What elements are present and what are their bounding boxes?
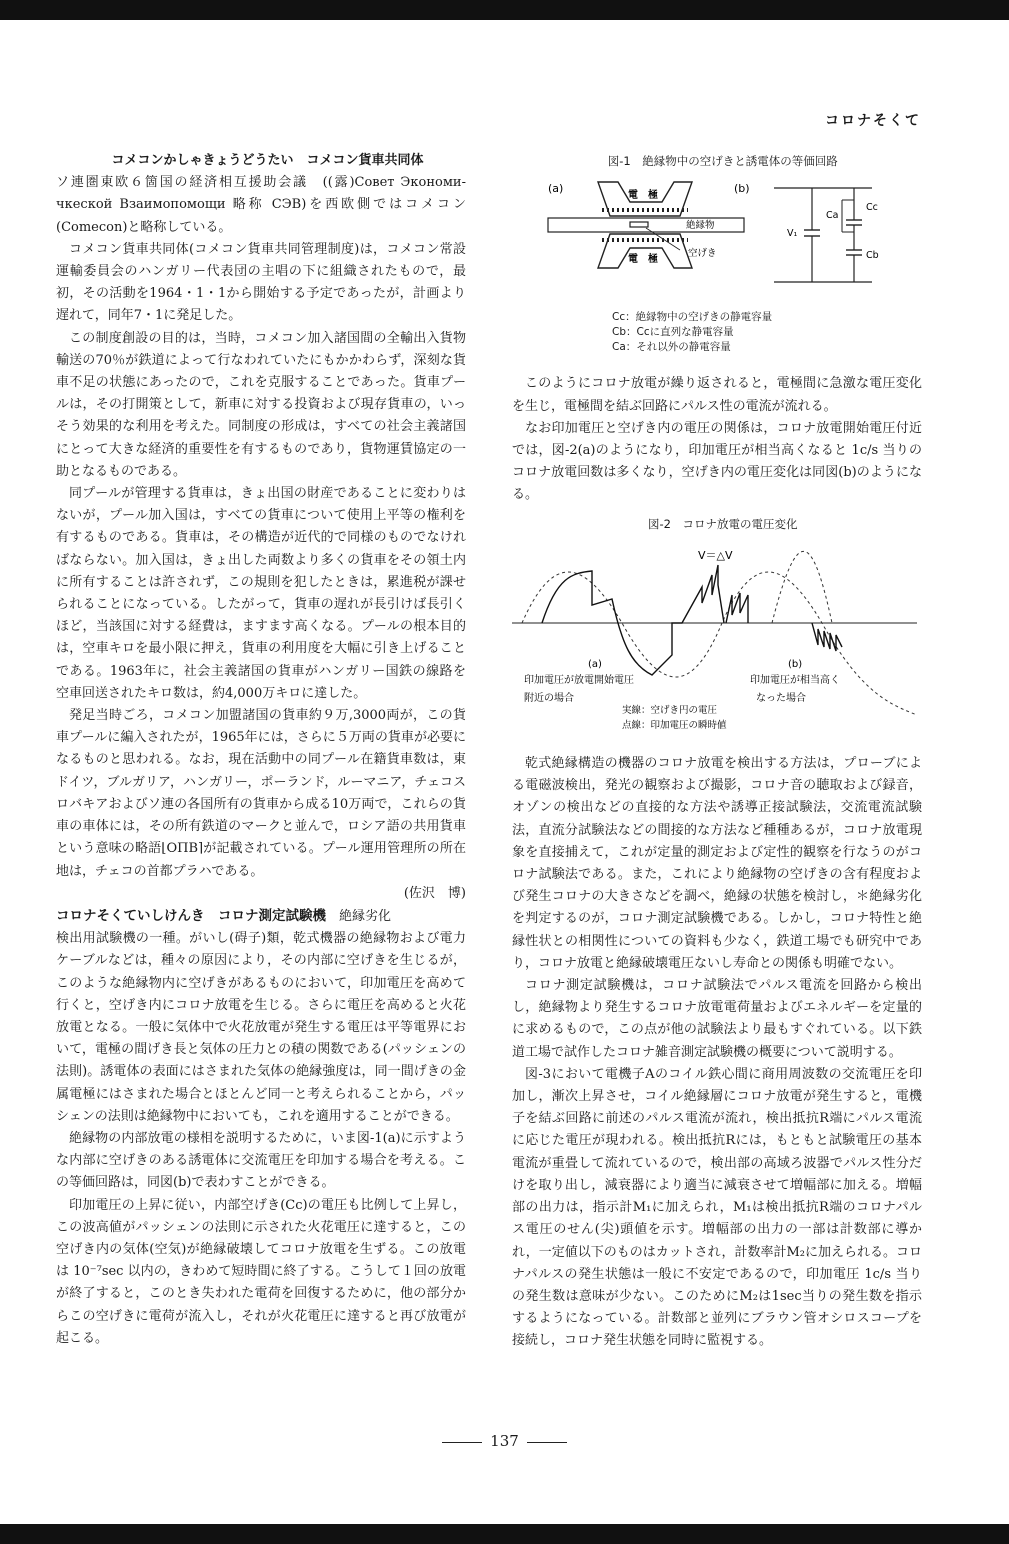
cc-label: Cc — [866, 202, 878, 214]
applied-voltage-curve-b — [772, 551, 832, 623]
paragraph: ソ連圏東欧６箇国の経済相互援助会議 ((露)Совет Экономи-чкеской Взаимопомощи 略称 СЭВ)を西欧側ではコメコン(Comecon)と略称している。 — [56, 175, 466, 235]
page-number — [0, 1432, 1009, 1450]
legend-dotted: 点線：印加電圧の瞬時値 — [622, 719, 727, 731]
legend-solid: 実線：空げき円の電圧 — [622, 704, 718, 716]
figure-2-caption: 図-2 コロナ放電の電圧変化 — [648, 516, 798, 531]
figure-1-legend — [612, 310, 922, 355]
cb-label: Cb — [866, 250, 879, 262]
dash — [442, 1442, 482, 1443]
note-a-line2: 附近の場合 — [524, 692, 574, 704]
legend-item: Cc：絶縁物中の空げきの静電容量 — [612, 311, 773, 324]
paragraph: 同プールが管理する貨車は，きょ出国の財産であることに変わりはないが，プール加入国は，すべての貨車について使用上平等の権利を有するものである。貨車は，その構造が近代的で同様のものでなければならない。加入国は，きょ出した両数より多くの貨車をその領土内に所有することは許されず，この規則を犯したときは，累進税が課せられることになっている。したがって，貨車の遅れが長引けば長引くほど，当該国に対する経費は，ますます高くなる。プールの根本目的は，空車キロを最小限に押え，貨車の利用度を大幅に引き上げることである。1963年に，社会主義諸国の貨車がハンガリー国鉄の線路を空車回送されたキロ数は，約4,000万キロに達した。 — [56, 486, 466, 701]
fig2-label-b: (b) — [788, 658, 803, 670]
figure-2 — [512, 513, 922, 743]
legend-item: Cb：Ccに直列な静電容量 — [612, 326, 734, 339]
left-column — [56, 150, 466, 1350]
electrode-bottom-label: 電 極 — [628, 254, 658, 266]
fig1-label-a: (a) — [548, 182, 564, 196]
paragraph: 乾式絶縁構造の機器のコロナ放電を検出する方法は，プローブによる電磁波検出，発光の観察および撮影，コロナ音の聴取および録音，オゾンの検出などの直接的な方法や誘導正接試験法，交流電流試験法，直流分試験法などの間接的な方法など種種あるが，コロナ放電現象を直接捕えて，これが定量的測定および定性的観察を行なうのがコロナ試験法である。また，これにより絶縁物の空げきの含有程度および発生コロナの大きさなどを調べ，絶縁の状態を検討し，＊絶縁劣化を判定するのが，コロナ測定試験機である。しかし，コロナ特性と絶縁性状との相関性についての資料も少なく，鉄道工場でも研究中であり，コロナ放電と絶縁破壊電圧ないし寿命との関係も明確でない。 — [512, 756, 922, 971]
void-voltage-curve — [542, 565, 724, 675]
author-line — [56, 883, 466, 905]
void-leader — [646, 228, 680, 250]
insulator-label: 絶縁物 — [686, 220, 715, 232]
paragraph: 図-3において電機子Aのコイル鉄心間に商用周波数の交流電圧を印加し，漸次上昇させ，コイル絶縁層にコロナ放電が発生すると，電機子を結ぶ回路に前述のパルス電流が流れ，検出抵抗R端にパルス電流に応じた電圧が現われる。検出抵抗Rには，もともと試験電圧の基本電流が重畳して流れているので，検出部の高域ろ波器でパルス性分だけを取り出し，減衰器により適当に減衰させて増幅部に加える。増幅部の出力は，指示計M₁に加えられ，M₁は検出抵抗R端のコロナパルス電圧のせん(尖)頭値を示す。増幅部の出力の一部は計数部に導かれ，一定値以下のものはカットされ，計数率計M₂に加えられる。コロナパルスの発生状態は一般に不安定であるので，印加電圧 1c/s 当りの発生数は意味が少ない。このためにM₂は1sec当りの発生数を指示するようになっている。計数部と並列にブラウン管オシロスコープを接続し，コロナ発生状態を同時に監視する。 — [512, 1066, 922, 1349]
top-border-bar — [0, 0, 1009, 20]
entry-tag: 絶縁劣化 — [339, 908, 392, 924]
v1-label: V₁ — [787, 228, 798, 240]
author: (佐沢 博) — [403, 885, 466, 901]
paragraph: 印加電圧の上昇に従い，内部空げき(Cc)の電圧も比例して上昇し，この波高値がパッシェンの法則に示された火花電圧に達すると，この空げき内の気体(空気)が絶縁破壊してコロナ放電を生ずる。この放電は 10⁻⁷sec 以内の，きわめて短時間に終了する。こうして１回の放電が終了すると，このとき失われた電荷を回復するために，他の部分からこの空げきに電荷が流入し，それが火花電圧に達すると再び放電が起こる。 — [56, 1197, 466, 1346]
entry-heading-text: コロナそくていしけんき コロナ測定試験機 — [56, 907, 326, 924]
entry-heading-corona — [56, 905, 466, 928]
electrode-top-label: 電 極 — [628, 190, 658, 202]
void-voltage-pulses — [726, 593, 748, 623]
ca-label: Ca — [826, 210, 839, 222]
void-voltage-pulses-b — [812, 623, 842, 651]
void — [630, 222, 648, 227]
figure-1-caption: 図-1 絶縁物中の空げきと誘電体の等価回路 — [607, 154, 838, 168]
paragraph: なお印加電圧と空げき内の電圧の関係は，コロナ放電開始電圧付近では，図-2(a)のようになり，印加電圧が相当高くなると 1c/s 当りのコロナ放電回数は多くなり，空げき内の電圧変化は同図(b)のようになる。 — [512, 420, 922, 503]
dash — [527, 1442, 567, 1443]
void-label: 空げき — [688, 248, 717, 260]
entry-heading-comecon: コメコンかしゃきょうどうたい コメコン貨車共同体 — [111, 153, 424, 168]
note-b-line1: 印加電圧が相当高く — [750, 674, 840, 686]
fig2-label-a: (a) — [588, 658, 602, 670]
right-column — [512, 150, 922, 1353]
legend-item: Ca：それ以外の静電容量 — [612, 341, 731, 354]
paragraph: コロナ測定試験機は，コロナ試験法でパルス電流を回路から検出し，絶縁物より発生するコロナ放電電荷量およびエネルギーを定量的に求めるもので，この点が他の試験法より最もすぐれている。以下鉄道工場で試作したコロナ雑音測定試験機の概要について説明する。 — [512, 978, 922, 1060]
paragraph: この制度創設の目的は，当時，コメコン加入諸国間の全輸出入貨物輸送の70％が鉄道によって行なわれていたにもかかわらず，深刻な貨車不足の状態にあったので，これを克服することであった。貨車プールは，その打開策として，新車に対する投資および現存貨車の，いっそう効果的な利用を考えた。同制度の形成は，すべての社会主義諸国にとって大きな経済的重要性を有するものであり，貨物運賃協定の一助となるものである。 — [56, 330, 466, 479]
paragraph: このようにコロナ放電が繰り返されると，電極間に急激な電圧変化を生じ，電極間を結ぶ回路にパルス性の電流が流れる。 — [512, 376, 922, 414]
figure-1-diagram — [512, 172, 922, 302]
page-number-text: 137 — [490, 1432, 519, 1450]
bottom-border-bar — [0, 1524, 1009, 1544]
fig1-label-b: (b) — [734, 182, 750, 196]
paragraph: 検出用試験機の一種。がいし(碍子)類，乾式機器の絶縁物および電力ケーブルなどは，種々の原因により，その内部に空げきを生じるが，このような絶縁物内に空げきがあるものにおいて，印加電圧を高めて行くと，空げき内にコロナ放電を生じる。さらに電圧を高めると火花放電となる。一般に気体中で火花放電が発生する電圧は平等電界において，電極の間げき長と気体の圧力との積の関数である(パッシェンの法則)。誘電体の表面にはさまれた気体の絶縁強度は，同一間げきの金属電極にはさまれた場合とほとんど同一と考えられることから，パッシェンの法則は絶縁物中においても，これを適用することができる。 — [56, 931, 466, 1124]
figure-1 — [512, 150, 922, 355]
note-a-line1: 印加電圧が放電開始電圧 — [524, 674, 634, 686]
note-b-line2: なった場合 — [756, 692, 806, 704]
paragraph: コメコン貨車共同体(コメコン貨車共同管理制度)は，コメコン常設運輸委員会のハンガリー代表団の主唱の下に組織されたもので，最初，その活動を1964・1・1から開始する予定であったが，計画より遅れて，同年7・1に発足した。 — [56, 241, 466, 324]
paragraph: 発足当時ごろ，コメコン加盟諸国の貨車約９万,3000両が，この貨車プールに編入されたが，1965年には，さらに５万両の貨車が必要になるものと思われる。なお，現在活動中の同プール在籍貨車数は，東ドイツ，ブルガリア，ハンガリー，ポーランド，ルーマニア，チェコスロバキアおよびソ連の各国所有の貨車から成る10万両で，これらの貨車の車体には，その所有鉄道のマークと並んで，ロシア語の共用貨車という意味の略語⌊ОПВ⌉が記載されている。プール運用管理所の所在地は，チェコの首都プラハである。 — [56, 708, 466, 879]
delta-v-label: V＝△V — [698, 548, 733, 562]
figure-2-diagram — [512, 535, 922, 735]
running-head: コロナそくて — [825, 113, 921, 129]
paragraph: 絶縁物の内部放電の様相を説明するために，いま図-1(a)に示すような内部に空げきのある誘電体に交流電圧を印加する場合を考える。この等価回路は，同図(b)で表わすことができる。 — [56, 1130, 466, 1191]
